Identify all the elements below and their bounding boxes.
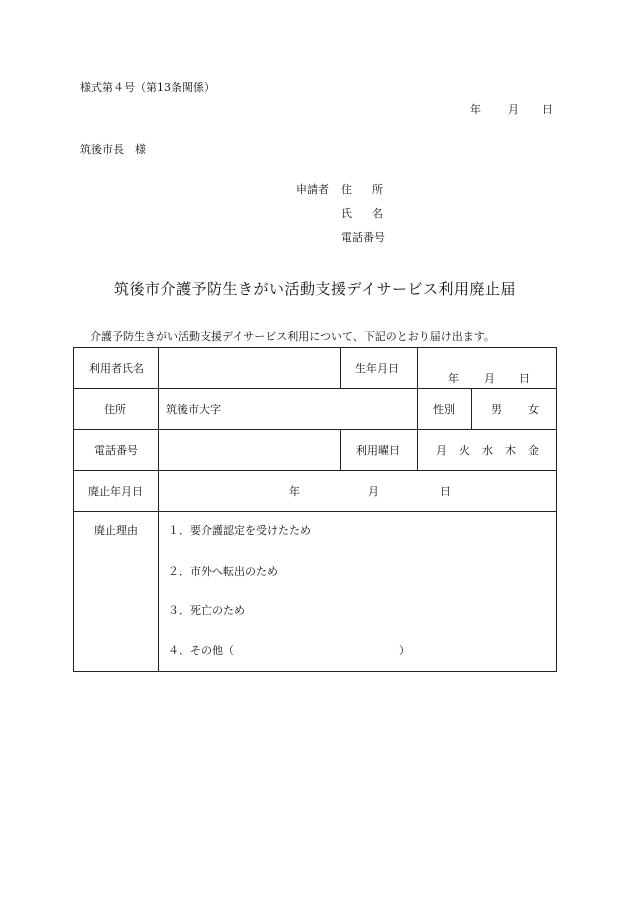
- weekday-options: [436, 445, 551, 456]
- weekday-tue: 火: [459, 444, 470, 457]
- row-divider: [74, 470, 556, 471]
- birth-day-label: 日: [519, 372, 530, 385]
- reason-label: 廃止理由: [94, 524, 138, 537]
- address-value: 筑後市大字: [166, 403, 221, 416]
- column-divider: [340, 429, 341, 470]
- weekday-thu: 木: [505, 444, 516, 457]
- address-label: 住所: [104, 403, 126, 416]
- date-month-label: 月: [508, 103, 519, 116]
- applicant-address-label: 住所: [341, 183, 403, 196]
- birth-year-label: 年: [448, 372, 459, 385]
- row-divider: [74, 429, 556, 430]
- document-title: 筑後市介護予防生きがい活動支援デイサービス利用廃止届: [114, 280, 516, 298]
- column-divider: [471, 388, 472, 429]
- column-divider: [340, 348, 341, 388]
- gender-female: 女: [528, 403, 539, 416]
- date-day-label: 日: [542, 103, 553, 116]
- applicant-name-label: 氏名: [341, 207, 403, 220]
- user-name-label: 利用者氏名: [89, 362, 144, 375]
- gender-options: [491, 404, 565, 415]
- gender-label: 性別: [433, 403, 455, 416]
- addressee: 筑後市長 様: [80, 143, 146, 156]
- weekday-fri: 金: [528, 444, 539, 457]
- days-label: 利用曜日: [356, 444, 400, 457]
- date-year-label: 年: [470, 103, 481, 116]
- row-divider: [74, 511, 556, 512]
- phone-label: 電話番号: [94, 444, 138, 457]
- end-day-label: 日: [440, 485, 451, 498]
- weekday-mon: 月: [436, 444, 447, 457]
- applicant-phone-label: 電話番号: [341, 231, 385, 244]
- reason-item: ２．市外へ転出のため: [168, 565, 278, 578]
- end-date-label: 廃止年月日: [88, 485, 143, 498]
- form-number: 様式第４号（第13条関係）: [80, 81, 215, 94]
- column-divider: [158, 348, 159, 671]
- end-month-label: 月: [368, 485, 379, 498]
- column-divider: [417, 388, 418, 429]
- end-year-label: 年: [289, 485, 300, 498]
- column-divider: [417, 348, 418, 388]
- reason-item: ４．その他（ ）: [168, 644, 410, 657]
- weekday-wed: 水: [482, 444, 493, 457]
- birth-date-label: 生年月日: [355, 362, 399, 375]
- column-divider: [417, 429, 418, 470]
- reason-item: １．要介護認定を受けたため: [168, 524, 311, 537]
- form-table: [73, 347, 557, 672]
- birth-month-label: 月: [484, 372, 495, 385]
- row-divider: [74, 388, 556, 389]
- reason-item: ３．死亡のため: [168, 604, 245, 617]
- gender-male: 男: [491, 403, 502, 416]
- applicant-label: 申請者: [296, 183, 329, 196]
- intro-text: 介護予防生きがい活動支援デイサービス利用について、下記のとおり届け出ます。: [90, 330, 495, 343]
